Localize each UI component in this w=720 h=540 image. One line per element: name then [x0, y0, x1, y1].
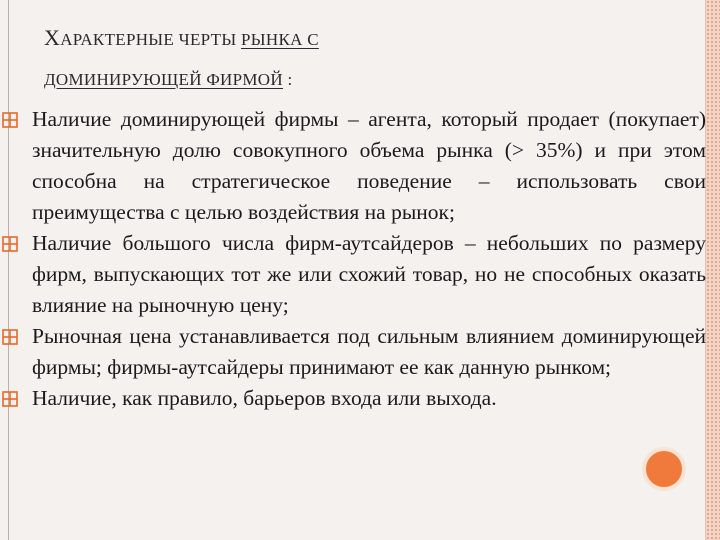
list-item-text: Наличие доминирующей фирмы – агента, который продает (покупает) значительную долю совокупного объема рынка (> 35%) и при этом способна на стратегическое поведение – использовать свои преимущества с целью воздействия на рынок;	[32, 107, 706, 224]
title-part-3: ДОМИНИРУЮЩЕЙ ФИРМОЙ	[44, 70, 283, 89]
list-item-text: Рыночная цена устанавливается под сильным влиянием доминирующей фирмы; фирмы-аутсайдеры принимают ее как данную рынком;	[32, 324, 706, 379]
crossed-square-bullet-icon	[2, 391, 18, 407]
list-item-text: Наличие, как правило, барьеров входа или выхода.	[32, 386, 497, 410]
title-part-1: АРАКТЕРНЫЕ ЧЕРТЫ	[60, 30, 241, 49]
list-item	[32, 104, 706, 228]
left-divider-line	[8, 0, 9, 540]
list-item-text: Наличие большого числа фирм-аутсайдеров – небольших по размеру фирм, выпускающих тот же или схожий товар, но не способных оказать влияние на рыночную цену;	[32, 231, 706, 317]
right-decorative-band	[706, 0, 720, 540]
title-first-letter: Х	[44, 25, 61, 50]
crossed-square-bullet-icon	[2, 112, 18, 128]
title-part-2: РЫНКА С	[241, 30, 319, 49]
list-item	[32, 228, 706, 321]
slide-title	[44, 18, 684, 100]
list-item	[32, 383, 706, 414]
crossed-square-bullet-icon	[2, 236, 18, 252]
list-item	[32, 321, 706, 383]
title-colon: :	[282, 70, 293, 89]
bullet-list	[32, 104, 706, 414]
crossed-square-bullet-icon	[2, 329, 18, 345]
orange-circle-decoration	[642, 447, 686, 491]
